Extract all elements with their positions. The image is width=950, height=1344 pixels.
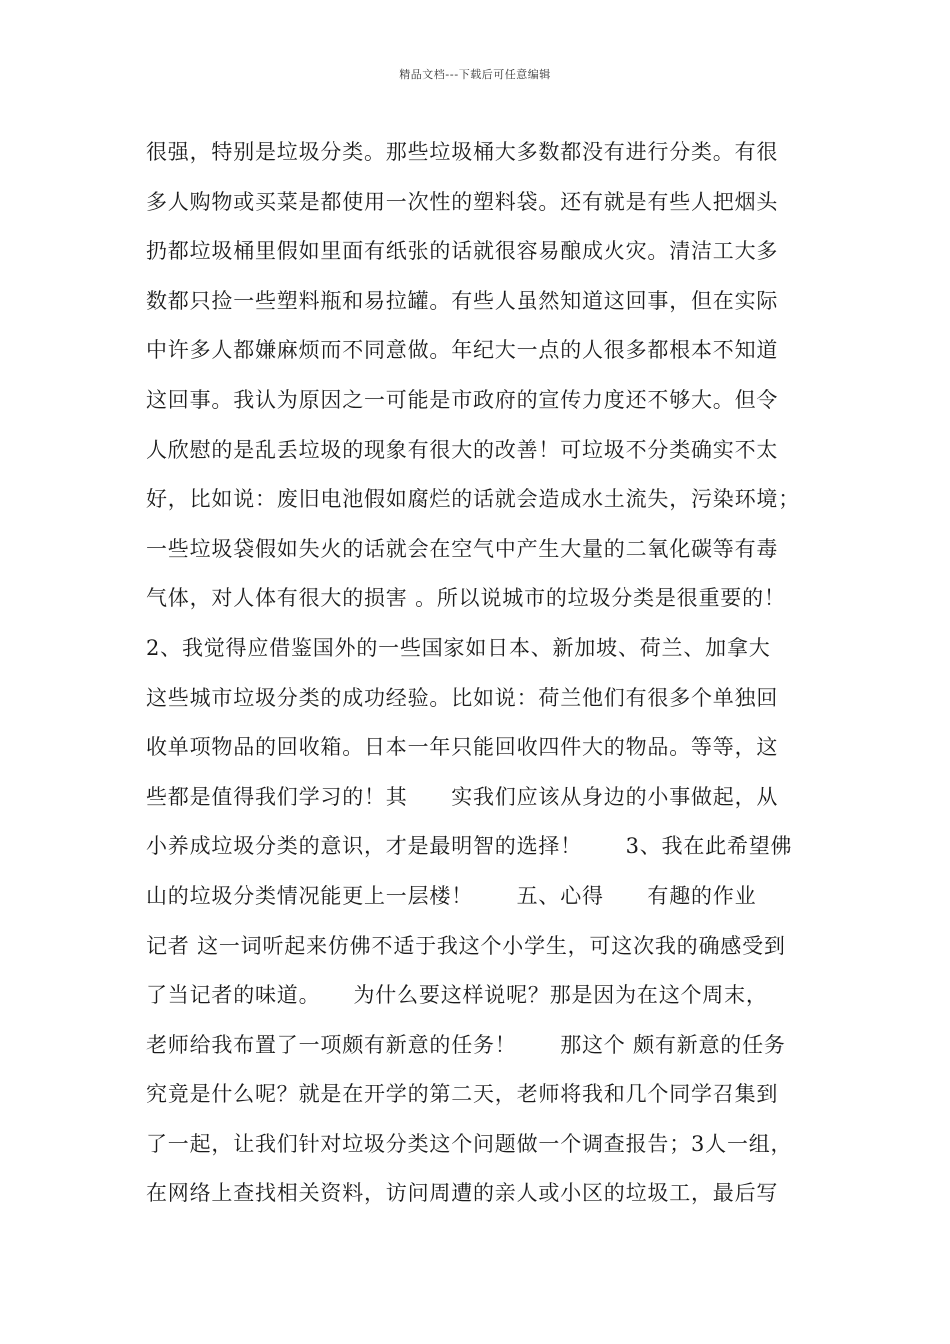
- text-line: 中许多人都嫌麻烦而不同意做。年纪大一点的人很多都根本不知道: [146, 338, 779, 363]
- text-line: 了一起，让我们针对垃圾分类这个问题做一个调查报告；3人一组，: [146, 1131, 793, 1156]
- text-line: 些都是值得我们学习的！其 实我们应该从身边的小事做起，从: [146, 784, 779, 809]
- text-line: 数都只捡一些塑料瓶和易拉罐。有些人虽然知道这回事，但在实际: [146, 288, 779, 313]
- text-line: 在网络上查找相关资料，访问周遭的亲人或小区的垃圾工，最后写: [146, 1181, 779, 1206]
- text-line: 记者 这一词听起来仿佛不适于我这个小学生，可这次我的确感受到: [146, 933, 786, 958]
- text-line: 人欣慰的是乱丢垃圾的现象有很大的改善！可垃圾不分类确实不太: [146, 437, 779, 462]
- text-line: 老师给我布置了一项颇有新意的任务！ 那这个 颇有新意的任务: [146, 1032, 786, 1057]
- text-line: 小养成垃圾分类的意识，才是最明智的选择！ 3、我在此希望佛: [146, 834, 793, 859]
- body-text: [146, 132, 836, 1223]
- text-line: 一些垃圾袋假如失火的话就会在空气中产生大量的二氧化碳等有毒: [146, 536, 779, 561]
- text-line: 这回事。我认为原因之一可能是市政府的宣传力度还不够大。但令: [146, 387, 779, 412]
- text-line: 山的垃圾分类情况能更上一层楼！ 五、心得 有趣的作业: [146, 883, 757, 908]
- text-line: 究竟是什么呢？就是在开学的第二天，老师将我和几个同学召集到: [146, 1082, 779, 1107]
- text-line: 收单项物品的回收箱。日本一年只能回收四件大的物品。等等，这: [146, 735, 779, 760]
- text-line: 好，比如说：废旧电池假如腐烂的话就会造成水土流失，污染环境；: [146, 487, 800, 512]
- text-line: 扔都垃圾桶里假如里面有纸张的话就很容易酿成火灾。清洁工大多: [146, 239, 779, 264]
- text-line: 很强，特别是垃圾分类。那些垃圾桶大多数都没有进行分类。有很: [146, 140, 779, 164]
- text-line: 这些城市垃圾分类的成功经验。比如说：荷兰他们有很多个单独回: [146, 685, 779, 710]
- text-line: 多人购物或买菜是都使用一次性的塑料袋。还有就是有些人把烟头: [146, 189, 779, 214]
- page-header: 精品文档---下载后可任意编辑: [399, 68, 551, 81]
- text-line: 2、我觉得应借鉴国外的一些国家如日本、新加坡、荷兰、加拿大: [146, 635, 771, 660]
- text-line: 气体，对人体有很大的损害 。所以说城市的垃圾分类是很重要的！: [146, 586, 786, 611]
- text-line: 了当记者的味道。 为什么要这样说呢？那是因为在这个周末，: [146, 983, 768, 1008]
